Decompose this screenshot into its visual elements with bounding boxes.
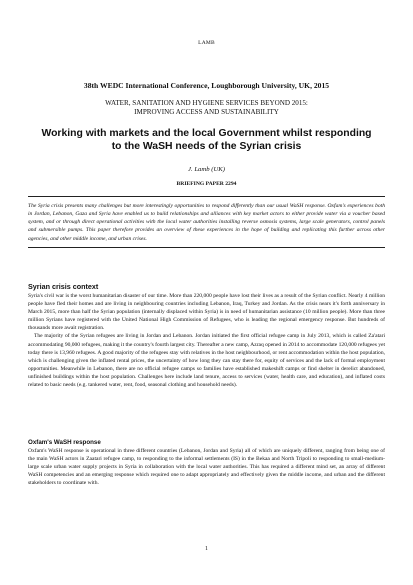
conference-line: 38th WEDC International Conference, Loughborough University, UK, 2015 [83,81,330,90]
section-oxfam-wash-response [28,439,385,487]
theme-line-2: IMPROVING ACCESS AND SUSTAINABILITY [134,108,279,117]
conference-theme [0,99,413,117]
paragraph: The majority of the Syrian refugees are living in Jordan and Lebanon. Jordan initiated the first official refugee camp in July 2013, which is called Za'atari accommodating 90,000 refugees, making it the country's fourth largest city. Thereafter a new camp, Azraq opened in 2014 to accommodate 120,000 refugees yet today there is 13,960 refugees. A good majority of the refugees stay with relatives in the host neighbourhood, or rent accommodation within the host population, which is challenging given the inflated rental prices, the uncertainty of how long they can stay there for, equity of services and the lack of formal employment opportunities. Meanwhile in Lebanon, there are no official refugee camps so families have established makeshift camps or find shelter in derelict abandoned, unfinished buildings within the host population. Challenges here include land tenure, access to services (water, health care, and education), and inflated costs related to basic needs (e.g. tankered water, rent, food, seasonal clothing and household needs). [28,333,386,389]
paper-title: Working with markets and the local Government whilst responding to the WaSH needs of the Syrian crisis [41,128,372,153]
abstract: The Syria crisis presents many challenges but more interestingly opportunities to respond differently than our usual WaSH response. Oxfam's experiences both in Jordan, Lebanon, Gaza and Syria have enabled us to build relationships and alliances with key market actors to either provide water via a voucher based system, and or through direct operational activities with the local water authorities installing reverse osmosis systems, large scale generators, control panels and submersible pumps. This paper therefore provides an overview of these experiences in the hope of building and replicating this further across other agencies, and other middle income, and urban crises. [28,196,385,248]
section-heading: Syrian crisis context [28,282,99,291]
section-syrian-crisis-context [28,282,385,389]
paragraph: Syria's civil war is the worst humanitarian disaster of our time. More than 220,000 people have lost their lives as a result of the Syrian conflict. Nearly 4 million people have fled their homes and are living in neighbouring countries including Lebanon, Iraq, Turkey and Jordan. As the crisis nears it's forth anniversary in March 2015, more than half the Syrian population (internally displaced within Syria) is in need of humanitarian assistance (10 million people). More than three million Syrians have registered with the United National High Commission of Refugees, who is leading the regional emergency response. But hundreds of thousands more await registration. [28,293,385,332]
theme-line-1: WATER, SANITATION AND HYGIENE SERVICES BEYOND 2015: [105,99,308,107]
running-head: LAMB [198,40,215,46]
page-number: 1 [205,546,208,552]
author: J. Lamb (UK) [188,166,225,173]
subsection-heading: Oxfam's WaSH response [28,439,101,446]
briefing-paper-number: BRIEFING PAPER 2294 [176,181,237,187]
paragraph: Oxfam's WaSH response is operational in three different countries (Lebanon, Jordan and Syria) all of which are uniquely different, ranging from being one of the main WaSH actors in Zaatari refugee camp, to responding to the informal settlements (IS) in the Bekaa and North Tripoli to responding to small-medium-large scale urban water supply projects in Syria in collaboration with the local water authorities. This has required a different mind set, an array of different WaSH competencies and an emerging response which required one to adapt appropriately and effectively given the middle income, and urban and the different stakeholders to coordinate with. [28,448,385,487]
